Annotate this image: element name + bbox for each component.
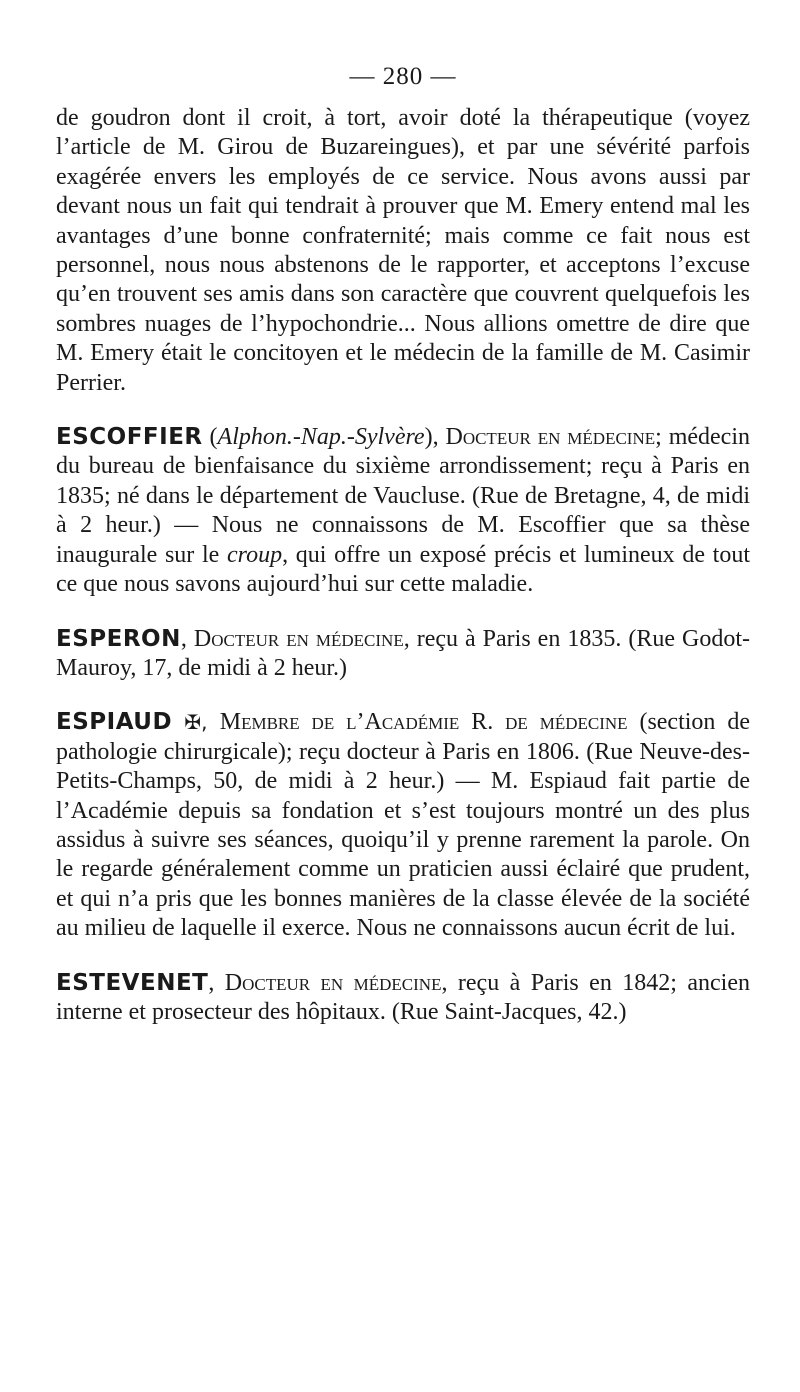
- entry-title: Docteur en médecine: [224, 969, 442, 996]
- entry-headword: ESPERON: [56, 625, 181, 652]
- legion-honour-cross-icon: ✠,: [172, 710, 220, 735]
- entry-title: Docteur en médecine: [193, 625, 404, 652]
- punctuation: ,: [208, 969, 225, 996]
- punctuation: ),: [424, 424, 446, 451]
- entry-text: , reçu à Paris en 1842; ancien interne et prosecteur des hôpitaux. (Rue Saint-Jacques, 42.): [56, 969, 750, 1025]
- entry-estevenet: [56, 969, 750, 1028]
- entry-headword: ESPIAUD: [56, 709, 173, 736]
- page-number: — 280 —: [349, 63, 457, 90]
- punctuation: ,: [180, 625, 194, 652]
- entry-escoffier: [56, 423, 750, 599]
- punctuation: (: [202, 424, 218, 451]
- intro-paragraph: de goudron dont il croit, à tort, avoir doté la thérapeutique (voyez l’article de M. Girou de Buzareingues), et par une sévérité parfois exagérée envers les employés de ce service. Nous avons aussi par devant nous un fait qui tendrait à prouver que M. Emery entend mal les avantages d’une bonne confraternité; mais comme ce fait nous est personnel, nous nous abstenons de le rapporter, et acceptons l’excuse qu’en trouvent ses amis dans son caractère que couvrent quelquefois les sombres nuages de l’hypochondrie... Nous allions omettre de dire que M. Emery était le concitoyen et le médecin de la famille de M. Casimir Perrier.: [56, 105, 750, 396]
- entry-esperon: [56, 625, 750, 684]
- entry-headword: ESTEVENET: [56, 969, 209, 996]
- entry-italic-term: croup: [226, 541, 283, 568]
- entry-title: Membre de l’Académie R. de médecine: [219, 709, 628, 736]
- book-page: [56, 62, 750, 1027]
- entry-text: ; médecin du bureau de bienfaisance du sixième arrondissement; reçu à Paris en 1835; né dans le département de Vaucluse. (Rue de Bretagne, 4, de midi à 2 heur.) — Nous ne connaissons de M. Escoffier que sa thèse inaugurale sur le: [56, 424, 750, 568]
- entry-espiaud: [56, 708, 750, 943]
- entry-title: Docteur en médecine: [445, 424, 656, 451]
- entry-first-names: Alphon.-Nap.-Sylvère: [217, 424, 425, 451]
- entry-text: (section de pathologie chirurgicale); reçu docteur à Paris en 1806. (Rue Neuve-des-Petits-Champs, 50, de midi à 2 heur.) — M. Espiaud fait partie de l’Académie depuis sa fondation et s’est toujours montré un des plus assidus à suivre ses séances, quoiqu’il y prenne rarement la parole. On le regarde généralement comme un praticien aussi éclairé que prudent, et qui n’a pris que les bonnes manières de la classe élevée de la société au milieu de laquelle il exerce. Nous ne connaissons aucun écrit de lui.: [56, 709, 750, 942]
- entry-text: , reçu à Paris en 1835. (Rue Godot-Mauroy, 17, de midi à 2 heur.): [56, 625, 750, 681]
- entry-headword: ESCOFFIER: [56, 424, 203, 451]
- entry-text: , qui offre un exposé précis et lumineux de tout ce que nous savons aujourd’hui sur cette maladie.: [56, 541, 750, 598]
